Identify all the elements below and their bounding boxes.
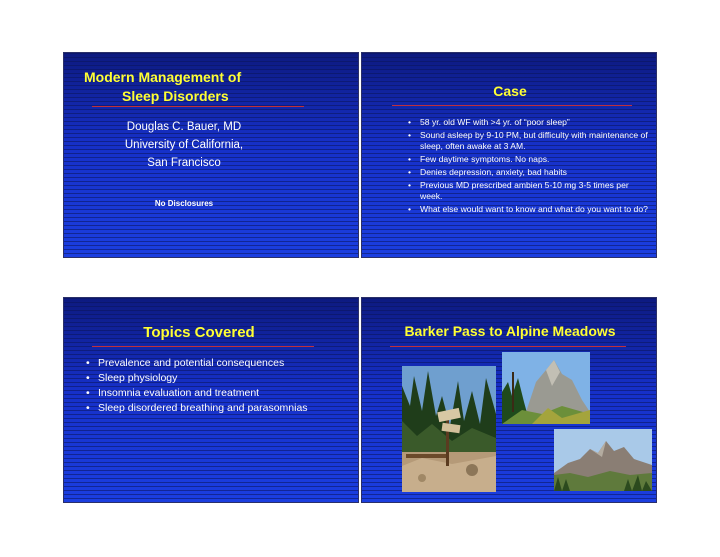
title-underline [392,105,632,106]
slide-case [361,52,657,258]
affiliation-line-2: San Francisco [147,157,221,169]
case-title: Case [493,83,527,99]
case-bullet-list [408,117,648,217]
list-item: • Few daytime symptoms. No naps. [408,154,648,165]
trail-sign-photo [402,366,496,492]
list-item: • Previous MD prescribed ambien 5-10 mg 3-5 times per week. [408,180,648,202]
list-item: • Sound asleep by 9-10 PM, but difficulty with maintenance of sleep, often awake at 3 AM. [408,130,648,152]
list-item: • 58 yr. old WF with >4 yr. of “poor sleep” [408,117,648,128]
slide-title-heading [84,68,284,106]
affiliation-line-1: University of California, [124,139,244,151]
slide-barker-pass [361,297,657,503]
list-item: • What else would want to know and what do you want to do? [408,204,648,215]
topics-title: Topics Covered [143,324,255,341]
rocky-peak-photo [502,352,590,424]
title-line-1: Modern Management of [84,69,242,85]
slide-title [63,52,359,258]
topics-bullet-list [86,356,346,416]
mountain-range-photo [554,429,652,491]
list-item: • Denies depression, anxiety, bad habits [408,167,648,178]
barker-pass-title: Barker Pass to Alpine Meadows [404,323,616,339]
list-item: • Sleep physiology [86,371,346,386]
list-item: • Insomnia evaluation and treatment [86,386,346,401]
list-item: • Sleep disordered breathing and parasomnias [86,401,346,416]
title-line-2: Sleep Disorders [122,88,229,104]
list-item: • Prevalence and potential consequences [86,356,346,371]
title-underline [390,346,626,347]
slide-topics [63,297,359,503]
author-name: Douglas C. Bauer, MD [126,121,242,133]
disclosures-note: No Disclosures [154,199,214,208]
title-underline [92,346,314,347]
title-underline [92,106,304,107]
